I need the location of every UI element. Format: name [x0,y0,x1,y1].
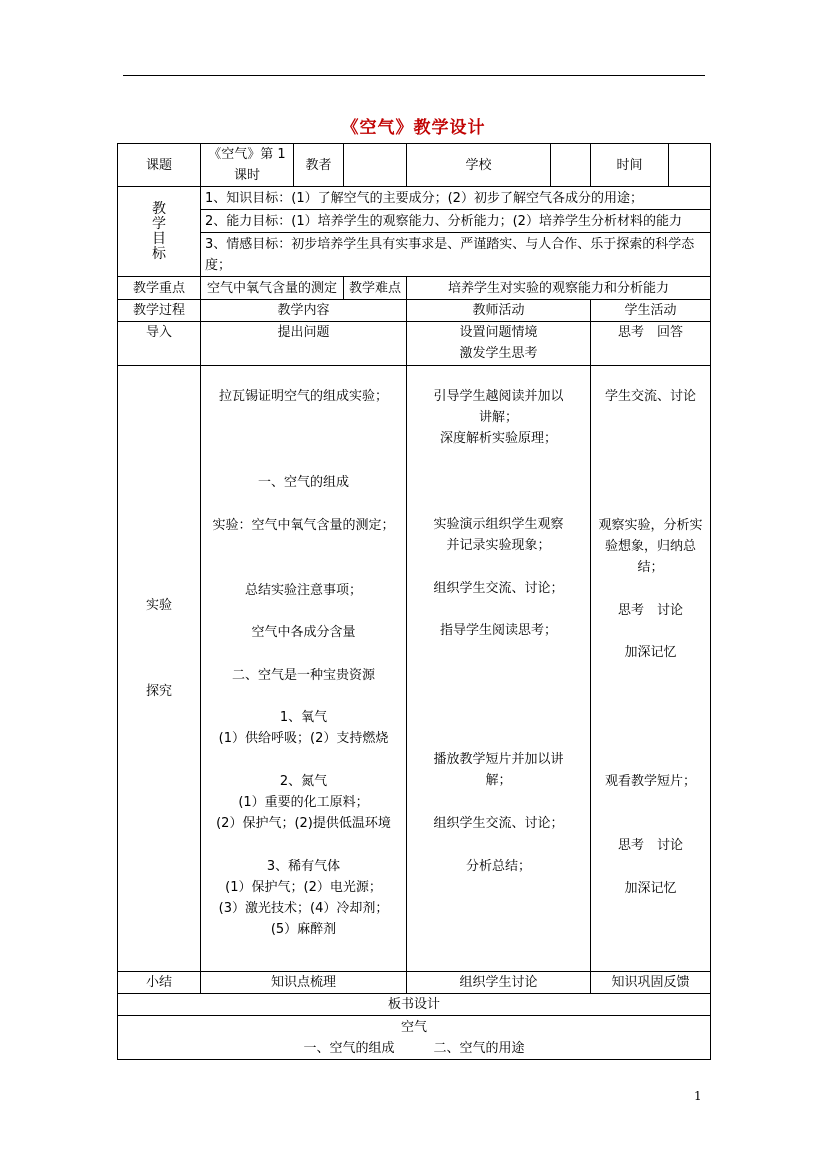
teacher-line: 解； [485,773,512,788]
teacher-line: 组织学生交流、讨论； [433,581,564,596]
goals-label-char: 目 [152,230,166,247]
goal-knowledge: 1、知识目标：(1）了解空气的主要成分；(2）初步了解空气各成分的用途； [201,187,711,210]
time-value [669,144,711,187]
school-value [551,144,591,187]
topic-label: 课题 [118,144,201,187]
content-line: (5）麻醉剂 [270,922,337,937]
school-label: 学校 [407,144,551,187]
explore-stage [118,366,201,972]
intro-row [118,322,711,366]
teacher-value [344,144,407,187]
topic-value: 《空气》第 1 课时 [201,144,294,187]
process-header-row [118,300,711,322]
content-line: (3）激光技术；(4）冷却剂； [218,901,389,916]
summary-stage: 小结 [118,972,201,994]
board-content [118,1016,711,1060]
content-line: 空气中各成分含量 [251,625,356,640]
summary-teacher: 组织学生讨论 [407,972,591,994]
process-header-stage: 教学过程 [118,300,201,322]
student-line: 思考 讨论 [618,838,684,853]
goals-label-char: 标 [152,245,166,262]
key-value: 空气中氧气含量的测定 [201,277,344,300]
goal-row-knowledge [118,187,711,210]
difficulty-value: 培养学生对实验的观察能力和分析能力 [407,277,711,300]
key-label: 教学重点 [118,277,201,300]
teacher-label: 教者 [294,144,344,187]
time-label: 时间 [591,144,669,187]
content-line: (2）保护气；(2)提供低温环境 [216,816,391,831]
teacher-line: 播放教学短片并加以讲 [433,752,564,767]
content-line: (1）保护气；(2）电光源； [225,880,382,895]
content-line: (1）供给呼吸；(2）支持燃烧 [218,731,389,746]
process-header-teacher: 教师活动 [407,300,591,322]
intro-stage: 导入 [118,322,201,366]
summary-content: 知识点梳理 [201,972,407,994]
teacher-line: 实验演示组织学生观察 [433,517,564,532]
content-line: 3、稀有气体 [266,859,341,874]
summary-student: 知识巩固反馈 [591,972,711,994]
explore-stage-line: 探究 [145,684,172,699]
board-header-row [118,994,711,1016]
teacher-line: 分析总结； [466,859,532,874]
goals-label-char: 教 [152,200,166,217]
header-rule [123,75,705,76]
intro-teacher-line: 设置问题情境 [459,325,538,340]
content-line: 实验：空气中氧气含量的测定； [212,518,395,533]
content-line: 总结实验注意事项； [244,583,362,598]
board-line: 空气 [401,1019,428,1035]
content-line: 二、空气是一种宝贵资源 [231,668,375,683]
content-line: 1、氧气 [279,710,328,725]
intro-student: 思考 回答 [591,322,711,366]
goals-label-char: 学 [152,215,166,232]
page-number: 1 [694,1089,702,1103]
goal-row-ability [118,210,711,233]
student-line: 加深记忆 [624,645,677,660]
student-line: 验想象，归纳总结； [605,539,697,575]
explore-student [591,366,711,972]
student-line: 加深记忆 [624,881,677,896]
student-line: 观看教学短片； [605,774,697,789]
explore-row [118,366,711,972]
student-line: 思考 讨论 [618,603,684,618]
process-header-content: 教学内容 [201,300,407,322]
content-line: 一、空气的组成 [257,475,349,490]
explore-stage-line: 实验 [145,598,172,613]
lesson-plan-table [117,143,711,1060]
content-line: 拉瓦锡证明空气的组成实验； [218,389,388,404]
goals-label [118,187,201,277]
teacher-line: 深度解析实验原理； [440,431,558,446]
process-header-student: 学生活动 [591,300,711,322]
goal-emotion: 3、情感目标：初步培养学生具有实事求是、严谨踏实、与人合作、乐于探索的科学态度； [201,233,711,277]
teacher-line: 指导学生阅读思考； [440,623,558,638]
intro-teacher [407,322,591,366]
intro-content: 提出问题 [201,322,407,366]
teacher-line: 讲解； [479,410,519,425]
board-content-row [118,1016,711,1060]
teacher-line: 并记录实验现象； [446,538,551,553]
intro-teacher-line: 激发学生思考 [459,346,538,361]
content-line: 2、氮气 [279,774,328,789]
explore-teacher [407,366,591,972]
difficulty-label: 教学难点 [344,277,407,300]
key-row [118,277,711,300]
header-row [118,144,711,187]
goal-row-emotion [118,233,711,277]
student-line: 观察实验，分析实 [598,518,703,533]
summary-row [118,972,711,994]
student-line: 学生交流、讨论 [605,389,697,404]
document-title: 《空气》教学设计 [341,118,486,138]
goal-ability: 2、能力目标：(1）培养学生的观察能力、分析能力；(2）培养学生分析材料的能力 [201,210,711,233]
explore-content [201,366,407,972]
teacher-line: 引导学生越阅读并加以 [433,389,564,404]
content-line: (1）重要的化工原料； [238,795,369,810]
board-header: 板书设计 [118,994,711,1016]
board-line: 一、空气的组成 二、空气的用途 [303,1040,525,1056]
teacher-line: 组织学生交流、讨论； [433,816,564,831]
